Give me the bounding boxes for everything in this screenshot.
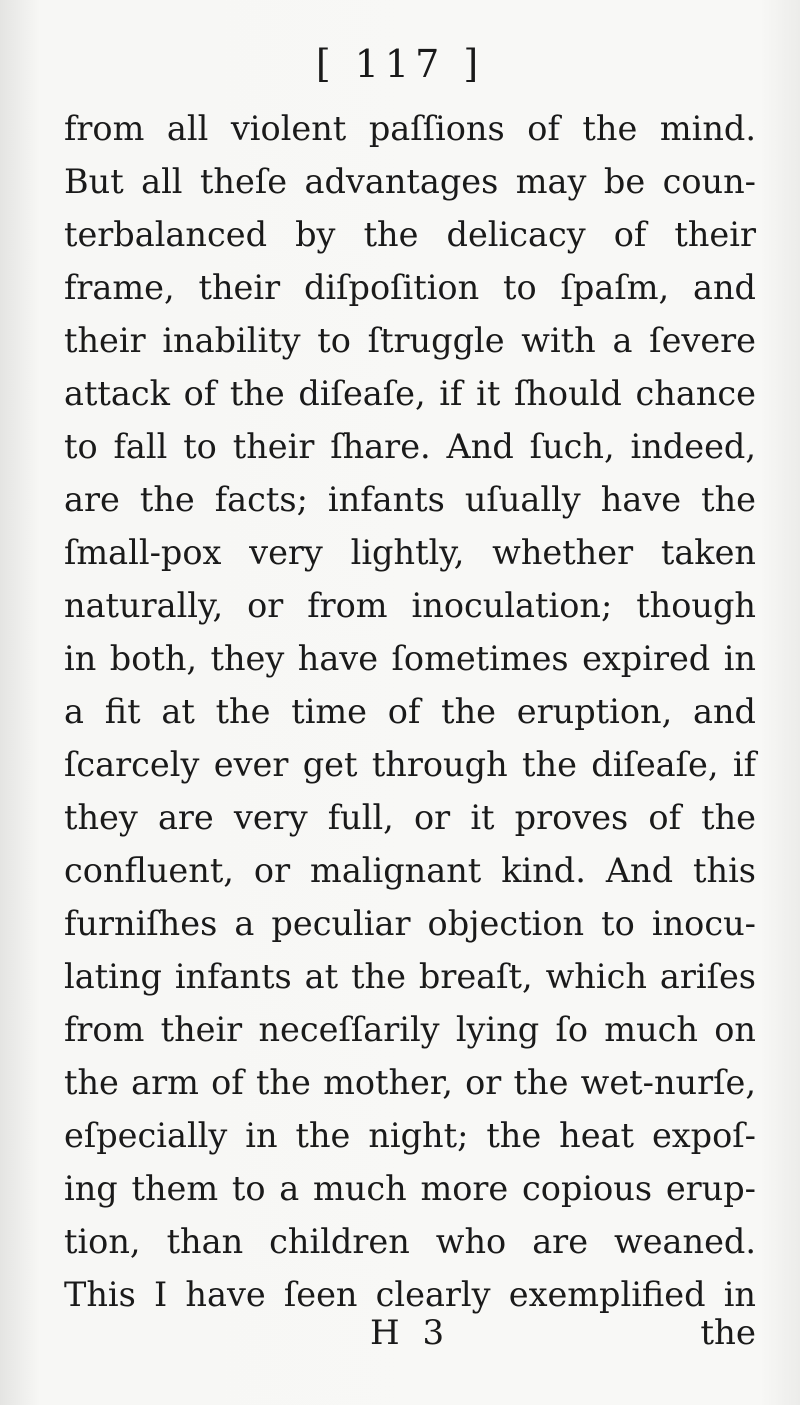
text-line: lating infants at the breaſt, which ariſes xyxy=(64,957,756,996)
text-line: the arm of the mother, or the wet-nurſe, xyxy=(64,1063,756,1102)
text-line: they are very full, or it proves of the xyxy=(64,798,756,837)
text-line: confluent, or malignant kind. And this xyxy=(64,851,756,890)
text-line: their inability to ſtruggle with a ſevere xyxy=(64,321,756,360)
text-line: terbalanced by the delicacy of their xyxy=(64,215,756,254)
text-line: ſcarcely ever get through the diſeaſe, if xyxy=(64,745,756,784)
text-line: from their neceſſarily lying ſo much on xyxy=(64,1010,756,1049)
page-footer xyxy=(64,1303,756,1363)
text-line: ſmall-pox very lightly, whether taken xyxy=(64,533,756,572)
body-text xyxy=(64,102,756,1321)
text-line: a fit at the time of the eruption, and xyxy=(64,692,756,731)
signature-mark: H 3 xyxy=(370,1313,451,1353)
text-line: naturally, or from inoculation; though xyxy=(64,586,756,625)
text-line: ing them to a much more copious erup- xyxy=(64,1169,756,1208)
text-line: attack of the diſeaſe, if it ſhould chance xyxy=(64,374,756,413)
text-line: eſpecially in the night; the heat expoſ- xyxy=(64,1116,756,1155)
text-line: This I have ſeen clearly exemplified in xyxy=(64,1275,756,1314)
text-line: in both, they have ſometimes expired in xyxy=(64,639,756,678)
page-number-header: [ 117 ] xyxy=(315,42,485,86)
text-line: to fall to their ſhare. And ſuch, indeed, xyxy=(64,427,756,466)
text-line: are the facts; infants uſually have the xyxy=(64,480,756,519)
text-line: But all theſe advantages may be coun- xyxy=(64,162,756,201)
text-line: tion, than children who are weaned. xyxy=(64,1222,756,1261)
text-line: furniſhes a peculiar objection to inocu- xyxy=(64,904,756,943)
catchword: the xyxy=(700,1313,756,1353)
text-line: frame, their diſpoſition to ſpaſm, and xyxy=(64,268,756,307)
text-line: from all violent paſſions of the mind. xyxy=(64,109,756,148)
